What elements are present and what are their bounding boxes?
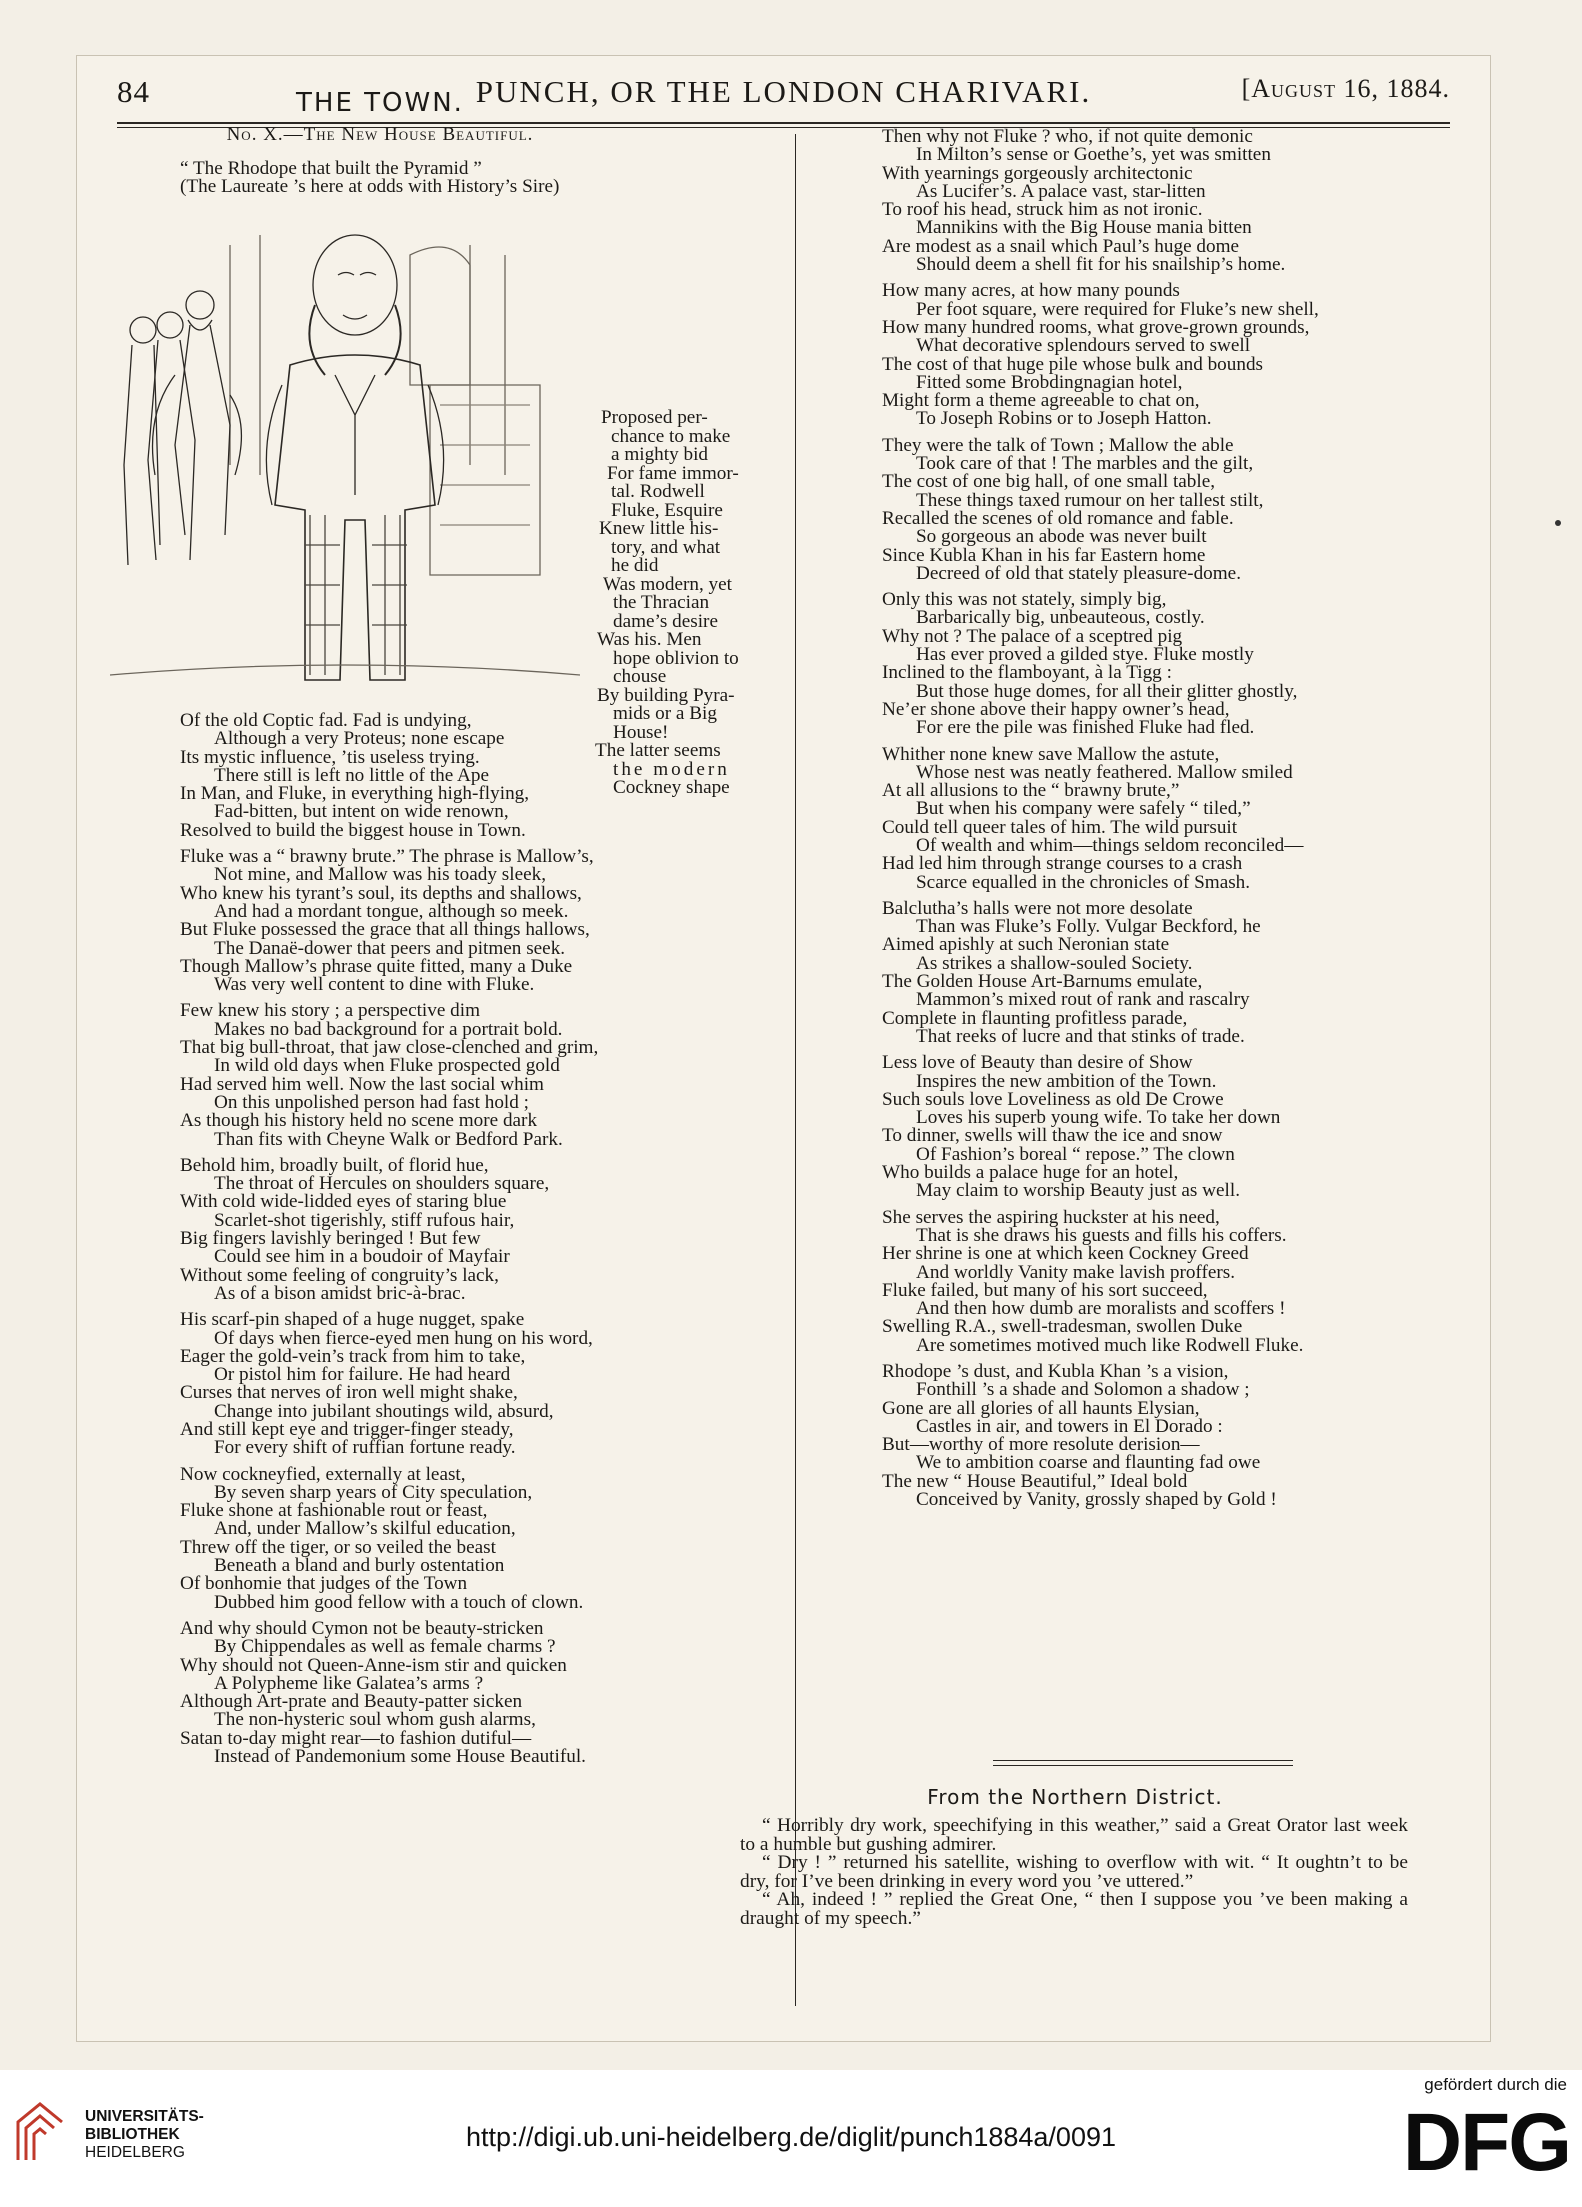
- verse-line: Castles in air, and towers in El Dorado :: [916, 1415, 1223, 1437]
- verse-line: But when his company were safely “ tiled,”: [916, 798, 1251, 820]
- verse-line: May claim to worship Beauty just as well.: [916, 1180, 1241, 1202]
- verse-line: Not mine, and Mallow was his toady sleek,: [214, 864, 546, 886]
- verse-line: Cockney shape: [613, 777, 730, 798]
- verse-line: Fitted some Brobdingnagian hotel,: [916, 371, 1183, 393]
- verse-line: Behold him, broadly built, of florid hue,: [180, 1154, 489, 1176]
- beside-illustration-text: [587, 409, 739, 798]
- stanza-gap: [882, 1509, 1319, 1517]
- verse-line: Dubbed him good fellow with a touch of clown.: [214, 1591, 584, 1613]
- verse-line: mids or a Big: [613, 703, 717, 724]
- verse-line: Resolved to build the biggest house in Town.: [180, 819, 526, 841]
- right-column-verse: [882, 128, 1319, 1517]
- verse-line: dame’s desire: [613, 610, 718, 632]
- verse-line: Eager the gold-vein’s track from him to take,: [180, 1345, 526, 1367]
- verse-line: She serves the aspiring huckster at his need,: [882, 1206, 1220, 1228]
- verse-line: In Milton’s sense or Goethe’s, yet was smitten: [916, 144, 1271, 166]
- verse-line: Its mystic influence, ’tis useless trying.: [180, 746, 480, 768]
- verse-line: The latter seems: [595, 740, 721, 761]
- verse-line: That reeks of lucre and that stinks of trade.: [916, 1025, 1245, 1047]
- verse-line: House!: [613, 721, 669, 743]
- verse-line: Instead of Pandemonium some House Beautiful.: [214, 1746, 586, 1768]
- verse-line: Threw off the tiger, or so veiled the beast: [180, 1536, 496, 1558]
- verse-line: Than fits with Cheyne Walk or Bedford Park.: [214, 1128, 563, 1150]
- verse-line: Fonthill ’s a shade and Solomon a shadow ;: [916, 1379, 1250, 1401]
- verse-line: Complete in flaunting profitless parade,: [882, 1007, 1188, 1029]
- intro-lines: [180, 160, 559, 197]
- verse-line: In wild old days when Fluke prospected gold: [214, 1055, 560, 1077]
- verse-line: And then how dumb are moralists and scoffers !: [916, 1298, 1286, 1320]
- verse-line: As of a bison amidst bric-à-brac.: [214, 1282, 466, 1304]
- verse-line: For ere the pile was finished Fluke had fled.: [916, 717, 1255, 739]
- verse-line: Swelling R.A., swell-tradesman, swollen Duke: [882, 1316, 1243, 1338]
- verse-line: Of bonhomie that judges of the Town: [180, 1573, 468, 1595]
- verse-line: Ne’er shone above their happy owner’s head,: [882, 698, 1230, 720]
- verse-line: The cost of that huge pile whose bulk and bounds: [882, 353, 1264, 375]
- verse-line: he did: [611, 555, 659, 576]
- verse-line: Had served him well. Now the last social whim: [180, 1073, 544, 1095]
- verse-line: With yearnings gorgeously architectonic: [882, 162, 1193, 184]
- stanza-gap: [180, 1766, 598, 1774]
- verse-line: His scarf-pin shaped of a huge nugget, spake: [180, 1309, 525, 1331]
- verse-line: Now cockneyfied, externally at least,: [180, 1463, 466, 1485]
- sponsor-label: gefördert durch die: [1424, 2075, 1567, 2094]
- verse-line: And why should Cymon not be beauty-stricken: [180, 1617, 544, 1639]
- verse-line: tory, and what: [611, 536, 721, 558]
- verse-line: Of Fashion’s boreal “ repose.” The clown: [916, 1143, 1235, 1165]
- caricature-illustration: [110, 215, 580, 695]
- page-number: 84: [117, 74, 150, 109]
- issue-date: [August 16, 1884.: [1241, 74, 1450, 103]
- verse-line: Beneath a bland and burly ostentation: [214, 1555, 505, 1577]
- paragraph: “ Horribly dry work, speechifying in this weather,” said a Great Orator last week to a humble but gushing admirer.: [740, 1815, 1408, 1855]
- verse-line: A Polypheme like Galatea’s arms ?: [214, 1672, 484, 1694]
- verse-line: Less love of Beauty than desire of Show: [882, 1052, 1193, 1074]
- verse-line: Mammon’s mixed rout of rank and rascalry: [916, 989, 1250, 1011]
- verse-line: These things taxed rumour on her tallest stilt,: [916, 489, 1264, 511]
- verse-line: What decorative splendours served to swell: [916, 335, 1251, 357]
- verse-line: And worldly Vanity make lavish proffers.: [916, 1261, 1236, 1283]
- verse-line: Could see him in a boudoir of Mayfair: [214, 1246, 510, 1268]
- verse-line: Are sometimes motived much like Rodwell Fluke.: [916, 1334, 1304, 1356]
- verse-line: That is she draws his guests and fills his coffers.: [916, 1224, 1287, 1246]
- verse-line: the modern: [613, 758, 730, 780]
- verse-line: And still kept eye and trigger-finger steady,: [180, 1418, 514, 1440]
- verse-line: They were the talk of Town ; Mallow the able: [882, 434, 1234, 456]
- verse-line: In Man, and Fluke, in everything high-flying,: [180, 783, 530, 805]
- library-line: UNIVERSITÄTS-: [85, 2108, 204, 2125]
- speck: [1555, 520, 1561, 526]
- verse-line: The throat of Hercules on shoulders square,: [214, 1173, 550, 1195]
- verse-line: Fluke was a “ brawny brute.” The phrase is Mallow’s,: [180, 846, 594, 868]
- verse-line: Was very well content to dine with Fluke.: [214, 974, 535, 996]
- verse-line: Of days when fierce-eyed men hung on his word,: [214, 1327, 593, 1349]
- column-divider: [795, 134, 796, 2006]
- verse-line: Inspires the new ambition of the Town.: [916, 1070, 1217, 1092]
- verse-line: tal. Rodwell: [611, 481, 705, 502]
- verse-line: But Fluke possessed the grace that all things hallows,: [180, 919, 590, 941]
- verse-line: Big fingers lavishly beringed ! But few: [180, 1228, 481, 1250]
- verse-line: By building Pyra-: [597, 684, 735, 706]
- verse-line: Of the old Coptic fad. Fad is undying,: [180, 710, 472, 731]
- verse-line: As Lucifer’s. A palace vast, star-litten: [916, 180, 1206, 202]
- verse-line: Has ever proved a gilded stye. Fluke mostly: [916, 644, 1254, 666]
- verse-line: Fluke, Esquire: [611, 499, 723, 521]
- verse-line: The cost of one big hall, of one small table,: [882, 471, 1216, 493]
- verse-line: Since Kubla Khan in his far Eastern home: [882, 544, 1206, 566]
- anecdote-text: [740, 1817, 1408, 1929]
- masthead-title: PUNCH, OR THE LONDON CHARIVARI.: [475, 74, 1092, 109]
- verse-line: Fad-bitten, but intent on wide renown,: [214, 801, 509, 823]
- section-title: From the Northern District.: [927, 1785, 1223, 1809]
- verse-line: But—worthy of more resolute derision—: [882, 1434, 1200, 1456]
- verse-line: To Joseph Robins or to Joseph Hatton.: [916, 408, 1212, 430]
- paragraph: “ Dry ! ” returned his satellite, wishing to overflow with wit. “ It oughtn’t to be dry, for I’ve been drinking in every word you ’ve uttered.”: [740, 1852, 1408, 1892]
- intro-line: “ The Rhodope that built the Pyramid ”: [180, 158, 482, 179]
- verse-line: There still is left no little of the Ape: [214, 764, 489, 786]
- verse-line: To dinner, swells will thaw the ice and snow: [882, 1125, 1223, 1147]
- verse-line: Proposed per-: [601, 407, 708, 428]
- verse-line: Recalled the scenes of old romance and fable.: [882, 507, 1234, 529]
- verse-line: By seven sharp years of City speculation,: [214, 1481, 533, 1503]
- digitization-footer: [0, 2070, 1582, 2207]
- section-divider: [993, 1760, 1293, 1761]
- verse-line: Rhodope ’s dust, and Kubla Khan ’s a vision,: [882, 1361, 1229, 1382]
- verse-line: Though Mallow’s phrase quite fitted, many a Duke: [180, 955, 573, 977]
- verse-line: Inclined to the flamboyant, à la Tigg :: [882, 662, 1172, 684]
- verse-line: The new “ House Beautiful,” Ideal bold: [882, 1470, 1188, 1492]
- verse-line: Then why not Fluke ? who, if not quite demonic: [882, 126, 1253, 147]
- verse-line: How many hundred rooms, what grove-grown grounds,: [882, 316, 1310, 338]
- verse-line: Of wealth and whim—things seldom reconciled—: [916, 834, 1304, 856]
- library-line: HEIDELBERG: [85, 2144, 185, 2161]
- verse-line: So gorgeous an abode was never built: [916, 526, 1207, 548]
- verse-line: Fluke shone at fashionable rout or feast,: [180, 1500, 488, 1522]
- source-url[interactable]: http://digi.ub.uni-heidelberg.de/diglit/punch1884a/0091: [465, 2122, 1116, 2152]
- verse-line: Only this was not stately, simply big,: [882, 589, 1167, 611]
- verse-line: Why not ? The palace of a sceptred pig: [882, 625, 1183, 647]
- verse-line: We to ambition coarse and flaunting fad owe: [916, 1452, 1261, 1474]
- verse-line: Mannikins with the Big House mania bitten: [916, 217, 1252, 239]
- verse-line: How many acres, at how many pounds: [882, 280, 1180, 302]
- verse-line: With cold wide-lidded eyes of staring blue: [180, 1191, 507, 1213]
- verse-line: Why should not Queen-Anne-ism stir and quicken: [180, 1654, 567, 1676]
- verse-line: Scarlet-shot tigerishly, stiff rufous hair,: [214, 1209, 515, 1231]
- verse-line: Her shrine is one at which keen Cockney Greed: [882, 1243, 1249, 1265]
- verse-line: Without some feeling of congruity’s lack,: [180, 1264, 499, 1286]
- article-subtitle: No. X.—The New House Beautiful.: [226, 124, 534, 145]
- verse-line: Had led him through strange courses to a crash: [882, 853, 1243, 875]
- section-divider: [993, 1765, 1293, 1766]
- verse-line: Whither none knew save Mallow the astute,: [882, 743, 1220, 765]
- verse-line: Satan to-day might rear—to fashion dutiful—: [180, 1727, 532, 1749]
- verse-line: The Danaë-dower that peers and pitmen seek.: [214, 937, 566, 959]
- verse-line: At all allusions to the “ brawny brute,”: [882, 780, 1180, 802]
- left-column-verse: [180, 712, 598, 1774]
- verse-line: Barbarically big, unbeauteous, costly.: [916, 607, 1205, 629]
- verse-line: And, under Mallow’s skilful education,: [214, 1518, 516, 1540]
- verse-line: By Chippendales as well as female charms ?: [214, 1636, 556, 1658]
- verse-line: hope oblivion to: [613, 647, 739, 669]
- verse-line: For every shift of ruffian fortune ready.: [214, 1437, 516, 1459]
- verse-line: Was his. Men: [597, 629, 702, 650]
- verse-line: Took care of that ! The marbles and the gilt,: [916, 453, 1254, 475]
- verse-line: Conceived by Vanity, grossly shaped by Gold !: [916, 1489, 1277, 1511]
- verse-line: Might form a theme agreeable to chat on,: [882, 390, 1200, 412]
- paragraph: “ Ah, indeed ! ” replied the Great One, “ then I suppose you ’ve been making a draught of my speech.”: [740, 1889, 1408, 1929]
- verse-line: As strikes a shallow-souled Society.: [916, 952, 1193, 974]
- verse-line: That big bull-throat, that jaw close-clenched and grim,: [180, 1037, 599, 1059]
- verse-line: Fluke failed, but many of his sort succeed,: [882, 1279, 1208, 1301]
- verse-line: As though his history held no scene more dark: [180, 1110, 538, 1132]
- library-line: BIBLIOTHEK: [85, 2126, 180, 2143]
- verse-line: the Thracian: [613, 592, 710, 613]
- verse-line: chance to make: [611, 425, 731, 447]
- article-title: THE TOWN.: [296, 88, 464, 118]
- verse-line: Although Art-prate and Beauty-patter sicken: [180, 1691, 523, 1713]
- verse-line: For fame immor-: [607, 462, 739, 484]
- verse-line: Curses that nerves of iron well might shake,: [180, 1382, 518, 1404]
- verse-line: Balclutha’s halls were not more desolate: [882, 897, 1193, 919]
- verse-line: Whose nest was neatly feathered. Mallow smiled: [916, 761, 1293, 783]
- verse-line: Such souls love Loveliness as old De Crowe: [882, 1088, 1224, 1110]
- verse-line: Scarce equalled in the chronicles of Smash.: [916, 871, 1251, 893]
- verse-line: Who builds a palace huge for an hotel,: [882, 1162, 1179, 1184]
- verse-line: Could tell queer tales of him. The wild pursuit: [882, 816, 1238, 838]
- verse-line: Was modern, yet: [603, 573, 732, 595]
- verse-line: On this unpolished person had fast hold ;: [214, 1091, 529, 1113]
- verse-line: Knew little his-: [599, 518, 719, 539]
- verse-line: Are modest as a snail which Paul’s huge dome: [882, 235, 1240, 257]
- verse-line: And had a mordant tongue, although so meek.: [214, 900, 569, 922]
- verse-line: Than was Fluke’s Folly. Vulgar Beckford, he: [916, 916, 1261, 938]
- verse-line: Change into jubilant shoutings wild, absurd,: [214, 1400, 554, 1422]
- verse-line: Decreed of old that stately pleasure-dome.: [916, 562, 1241, 584]
- verse-line: But those huge domes, for all their glitter ghostly,: [916, 680, 1298, 702]
- verse-line: Per foot square, were required for Fluke’s new shell,: [916, 298, 1319, 320]
- verse-line: Few knew his story ; a perspective dim: [180, 1000, 481, 1022]
- verse-line: Aimed apishly at such Neronian state: [882, 934, 1170, 956]
- verse-line: Makes no bad background for a portrait bold.: [214, 1018, 563, 1040]
- verse-line: Who knew his tyrant’s soul, its depths and shallows,: [180, 882, 582, 904]
- verse-line: Or pistol him for failure. He had heard: [214, 1364, 511, 1386]
- verse-line: To roof his head, struck him as not ironic.: [882, 199, 1203, 221]
- verse-line: Although a very Proteus; none escape: [214, 728, 505, 750]
- verse-line: The non-hysteric soul whom gush alarms,: [214, 1709, 536, 1731]
- verse-line: The Golden House Art-Barnums emulate,: [882, 971, 1203, 993]
- verse-line: a mighty bid: [611, 444, 708, 465]
- intro-line: (The Laureate ’s here at odds with History’s Sire): [180, 176, 560, 198]
- verse-line: Loves his superb young wife. To take her down: [916, 1107, 1281, 1129]
- dfg-logo: DFG: [1402, 2097, 1570, 2188]
- verse-line: Should deem a shell fit for his snailship’s home.: [916, 254, 1286, 276]
- verse-line: Gone are all glories of all haunts Elysian,: [882, 1397, 1200, 1419]
- verse-line: chouse: [613, 666, 667, 687]
